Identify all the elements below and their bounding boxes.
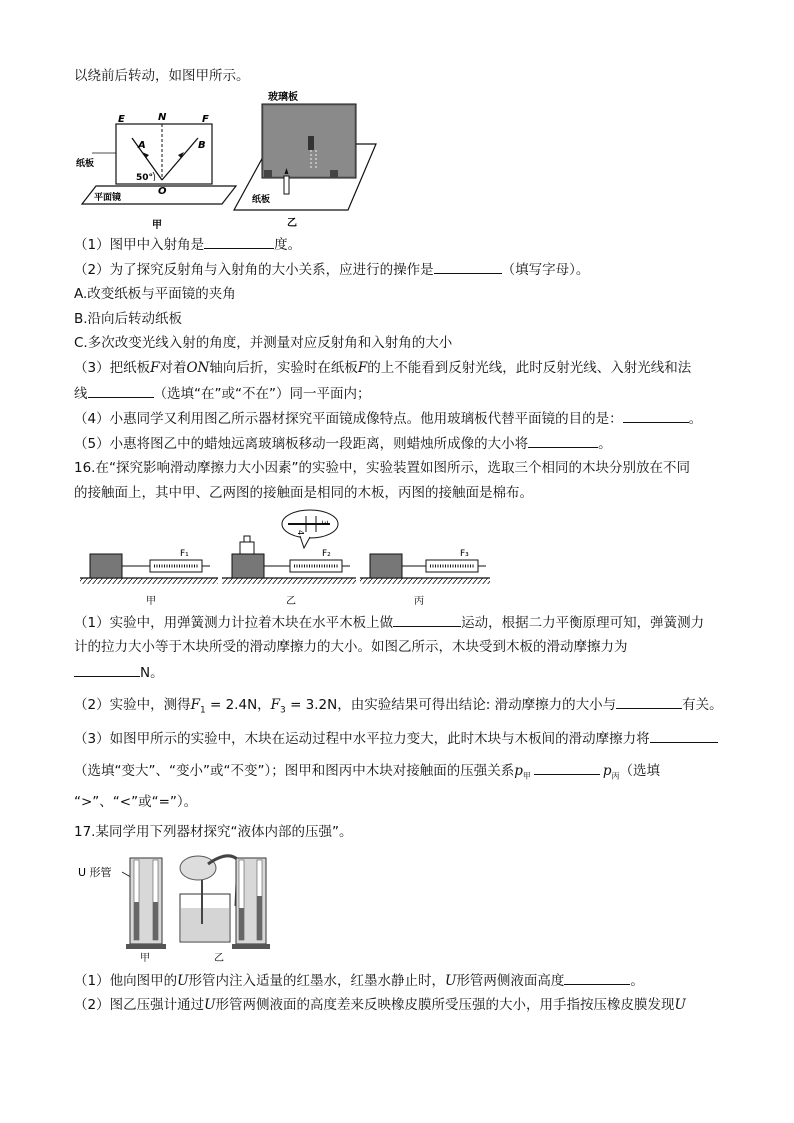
figure-u-tube xyxy=(76,850,276,964)
label-O: O xyxy=(158,186,167,197)
q17-stem: 17.某同学用下列器材探究“液体内部的压强”。 xyxy=(74,824,353,840)
label-board-yi: 纸板 xyxy=(252,195,271,205)
q16-part3-line1: （3）如图甲所示的实验中，木块在运动过程中水平拉力变大，此时木块与木板间的滑动摩擦力将 xyxy=(74,728,724,749)
label-N: N xyxy=(158,112,167,123)
q17-part1: （1）他向图甲的U形管内注入适量的红墨水，红墨水静止时，U形管两侧液面高度 。 xyxy=(74,970,724,991)
label-u-tube: U 形管 xyxy=(78,866,112,879)
caption-bing-16: 丙 xyxy=(414,596,424,607)
q16-part1-line1: （1）实验中，用弹簧测力计拉着木块在水平木板上做 运动，根据二力平衡原理可知，弹簧测力 xyxy=(74,612,724,633)
label-F: F xyxy=(202,114,209,125)
q15-part4: （4）小惠同学又利用图乙所示器材探究平面镜成像特点。他用玻璃板代替平面镜的目的是： 。 xyxy=(74,408,724,429)
q16-part2: （2）实验中，测得$F_1 = 2.4N$，$F_3 = 3.2N$，由实验结果可得出结论: 滑动摩擦力的大小与 有关。 xyxy=(74,694,724,721)
q15-part3-line1: （3）把纸板F对着ON轴向后折，实验时在纸板F的上不能看到反射光线，此时反射光线、入射光线和法 xyxy=(74,360,692,376)
q17-part2: （2）图乙压强计通过U形管两侧液面的高度差来反映橡皮膜所受压强的大小，用手指按压橡皮膜发现U xyxy=(74,997,686,1013)
answer-blank[interactable] xyxy=(650,728,718,743)
intro-line: 以绕前后转动，如图甲所示。 xyxy=(74,68,250,84)
q16-part1-line2: 计的拉力大小等于木块所受的滑动摩擦力的大小。如图乙所示，木块受到木板的滑动摩擦力为 xyxy=(74,639,628,655)
answer-blank[interactable] xyxy=(393,612,461,627)
bubble-tick-3: 3 xyxy=(320,520,329,526)
q15-option-b: B.沿向后转动纸板 xyxy=(74,311,183,327)
q15-part2: （2）为了探究反射角与入射角的大小关系，应进行的操作是 （填写字母）。 xyxy=(74,259,724,280)
label-angle: 50° xyxy=(136,173,154,183)
answer-blank[interactable] xyxy=(564,970,630,985)
label-A: A xyxy=(138,140,146,151)
caption-yi-17: 乙 xyxy=(214,953,224,964)
q15-option-a: A.改变纸板与平面镜的夹角 xyxy=(74,286,236,302)
q16-stem-line1: 16.在“探究影响滑动摩擦力大小因素”的实验中，实验装置如图所示，选取三个相同的木块分别放在不同 xyxy=(74,460,690,476)
q15-part5: （5）小惠将图乙中的蜡烛远离玻璃板移动一段距离，则蜡烛所成像的大小将 。 xyxy=(74,433,724,454)
answer-blank[interactable] xyxy=(74,662,140,677)
label-mirror: 平面镜 xyxy=(94,193,122,203)
label-F2: F₂ xyxy=(322,549,331,559)
answer-blank[interactable] xyxy=(434,259,502,274)
q16-part3-line2: （选填“变大”、“变小”或“不变”）；图甲和图丙中木块对接触面的压强关系$p_甲$ $p_丙$（选填 xyxy=(74,760,724,787)
q15-part3-line2: 线 （选填“在”或“不在”）同一平面内； xyxy=(74,383,724,404)
caption-jia-17: 甲 xyxy=(140,953,150,964)
caption-jia: 甲 xyxy=(152,220,162,230)
q15-part1: （1）图甲中入射角是 度。 xyxy=(74,234,724,255)
label-B: B xyxy=(198,140,206,151)
label-glass: 玻璃板 xyxy=(268,92,298,103)
answer-blank[interactable] xyxy=(88,383,154,398)
q16-part1-line3: N。 xyxy=(74,662,724,683)
label-board: 纸板 xyxy=(76,159,95,169)
caption-yi: 乙 xyxy=(287,218,297,229)
caption-yi-16: 乙 xyxy=(286,596,296,607)
label-E: E xyxy=(118,114,125,125)
answer-blank[interactable] xyxy=(623,408,689,423)
label-F1: F₁ xyxy=(180,549,189,559)
q16-stem-line2: 的接触面上，其中甲、乙两图的接触面是相同的木板，丙图的接触面是棉布。 xyxy=(74,485,533,501)
bubble-tick-4: 4 xyxy=(296,530,305,536)
label-F3: F₃ xyxy=(460,549,469,559)
answer-blank[interactable] xyxy=(534,760,600,775)
figure-mirror-yi xyxy=(230,88,380,230)
figure-friction xyxy=(76,508,496,608)
figure-reflection-jia xyxy=(74,108,244,230)
q15-option-c: C.多次改变光线入射的角度，并测量对应反射角和入射角的大小 xyxy=(74,335,453,351)
answer-blank[interactable] xyxy=(528,433,598,448)
answer-blank[interactable] xyxy=(616,694,682,709)
caption-jia-16: 甲 xyxy=(146,596,156,607)
answer-blank[interactable] xyxy=(204,234,274,249)
q16-part3-line3: “>”、“<”或“=”）。 xyxy=(74,794,198,810)
